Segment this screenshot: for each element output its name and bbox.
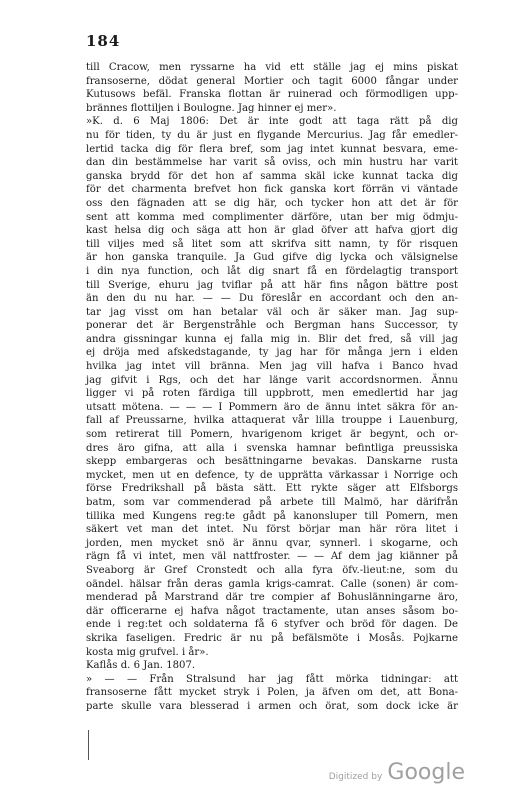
text-line: till Sverige, ehuru jag tviflar på att här fins någon bättre post [86, 279, 458, 291]
text-line: Kaflås d. 6 Jan. 1807. [86, 660, 196, 672]
digitized-watermark [329, 760, 465, 785]
text-line: är hon ganska tranquile. Ja Gud gifve dig lycka och välsignelse [86, 252, 458, 264]
text-line: mycket, men ut en defence, ty de upprätta värkassar i Norrige och [86, 469, 458, 481]
text-line: kosta mig grufvel. i år». [86, 646, 209, 658]
text-line: än den du nu har. — — Du föreslår en accordant och den an- [86, 293, 458, 305]
text-line: dan din bestämmelse har varit så oviss, och min hustru har varit [86, 157, 458, 169]
text-line: ligger vi på roten färdiga till uppbrott, men emedlertid har jag [86, 388, 458, 400]
text-line: batm, som var commenderad på arbete till Malmö, har därifrån [86, 497, 458, 508]
text-line: parte skulle vara blesserad i armen och örat, som dock icke är [86, 700, 458, 712]
text-line: skrika faseligen. Fredric är nu på befälsmöte i Mosås. Pojkarne [86, 632, 458, 644]
text-line: brännes flottiljen i Boulogne. Jag hinner ej mer». [86, 102, 337, 114]
text-line: oändel. hälsar från deras gamla krigs-camrat. Calle (sonen) är com- [86, 578, 458, 590]
text-line: hvilka jag intet vill bränna. Men jag vill hafva i Banco hvad [86, 361, 458, 373]
text-line: ej dröja med afskedstagande, ty jag har för många jern i elden [86, 347, 458, 359]
text-line: till viljes med så litet som att skrifva sitt namn, ty för risquen [86, 238, 458, 250]
text-line: fransoserne, dödat general Mortier och tagit 6000 fångar under [86, 75, 458, 87]
text-line: rägn få vi intet, men väl nattfroster. — — Af dem jag kiänner på [86, 551, 458, 563]
body-text [86, 61, 458, 714]
text-line: där officerarne ej hafva något tractamente, utan anses såsom bo- [86, 605, 458, 617]
margin-mark [88, 730, 89, 760]
text-line: fransoserne fått mycket stryk i Polen, ja äfven om det, att Bona- [86, 687, 458, 699]
text-line: i din nya function, och låt dig snart få en fördelagtig transport [86, 265, 458, 277]
text-line: utsatt mötena. — — — I Pommern äro de ännu intet säkra för an- [86, 401, 458, 413]
text-line: skepp embargeras och besättningarne bevakas. Danskarne rusta [86, 456, 458, 468]
text-line: Kutusows befäl. Franska flottan är ruinerad och förmodligen upp- [86, 89, 458, 101]
text-line: menderad på Marstrand där tre compier af Bohuslänningarne äro, [86, 592, 458, 604]
text-line: tar jag visst om han betalar väl och är säker man. Jag sup- [86, 306, 458, 318]
text-line: »K. d. 6 Maj 1806: Det är inte godt att taga rätt på dig [86, 116, 458, 128]
text-line: förse Fredrikshall på bästa sätt. Ett rykte säger att Elfsborgs [86, 483, 458, 495]
text-line: lertid tacka dig för flera bref, som jag intet kunnat besvara, eme- [86, 143, 458, 155]
page-number: 184 [86, 32, 121, 50]
text-line: säkert vet man det intet. Nu först börjar man här röra litet i [86, 524, 458, 536]
text-line: oss den fägnaden att se dig här, och tycker hon att det är för [86, 197, 458, 209]
text-line: sent att komma med complimenter därföre, utan ber mig ödmju- [86, 211, 458, 223]
text-line: ganska brydd för det hon af samma skäl icke kunnat tacka dig [86, 170, 458, 182]
watermark-prefix: Digitized by [328, 772, 383, 782]
text-line: ende i reg:tet och soldaterna få 6 styfver och bröd för dagen. De [86, 619, 458, 631]
watermark-brand: Google [387, 760, 465, 785]
text-line: andra gissningar kunna ej falla mig in. Blir det fred, så vill jag [86, 333, 458, 345]
text-line: » — — Från Stralsund har jag fått mörka tidningar: att [86, 673, 458, 685]
text-line: nu för tiden, ty du är just en flygande Mercurius. Jag får emedler- [86, 129, 458, 141]
text-line: till Cracow, men ryssarne ha vid ett ställe jag ej mins piskat [86, 62, 458, 73]
text-line: ponerar det är Bergenstråhle och Bergman hans Successor, ty [86, 320, 458, 332]
text-line: tillika med Kungens reg:te gådt på kanonsluper till Pomern, men [86, 510, 458, 522]
text-line: Sveaborg är Gref Cronstedt och alla fyra öfv.-lieut:ne, som du [86, 564, 458, 576]
text-line: kast helsa dig och säga att hon är glad öfver att hafva gjort dig [86, 225, 458, 237]
text-line: som retirerat till Pomern, hvarigenom kriget är begynt, och or- [86, 429, 458, 441]
text-line: fall af Preussarne, hvilka attaquerat vår lilla trouppe i Lauenburg, [86, 415, 458, 427]
text-line: för det charmenta brefvet hon fick ganska kort förrän vi väntade [86, 184, 458, 196]
text-line: jag gifvit i Rgs, och det har länge varit accordsnormen. Ännu [86, 374, 458, 386]
text-line: jorden, men mycket snö är ännu qvar, synnerl. i skogarne, och [86, 537, 458, 549]
text-line: dres äro gifna, att alla i svenska hamnar befintliga preussiska [86, 442, 458, 454]
